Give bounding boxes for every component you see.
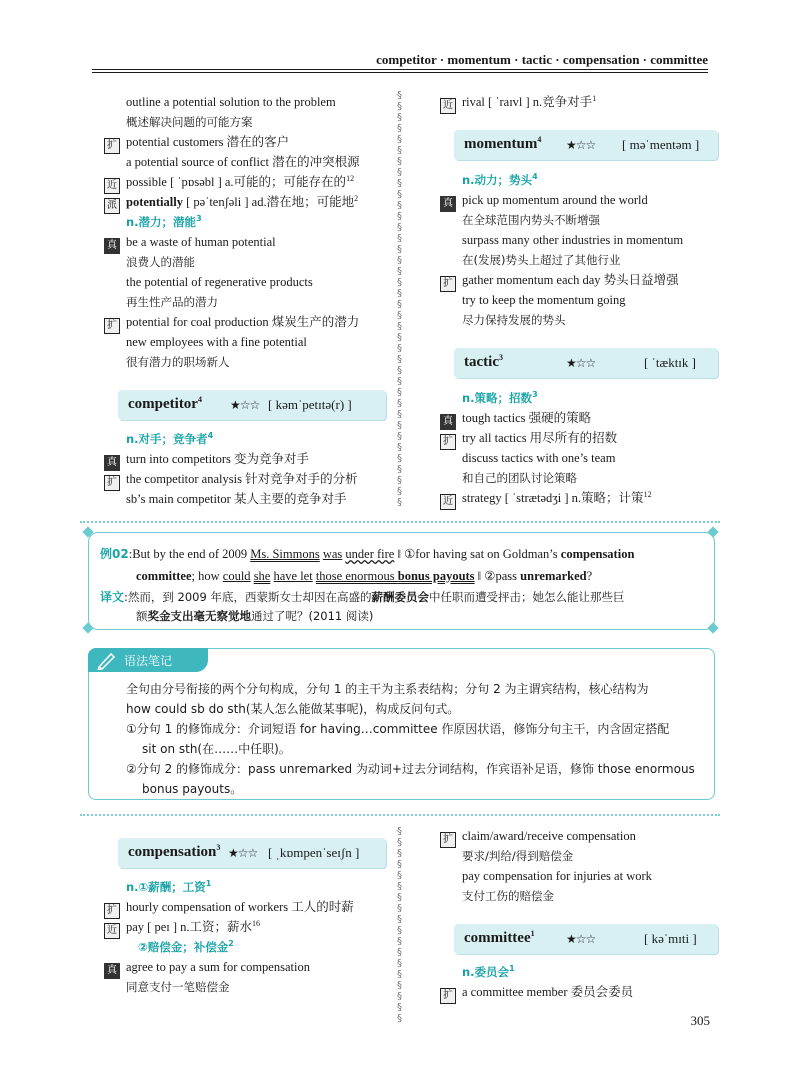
entry-line: 真 agree to pay a sum for compensation [104, 957, 394, 977]
entry-line: 近 rival [ ˈraɪvl ] n.竞争对手$^1$ [440, 92, 720, 112]
entry-line: new employees with a fine potential [126, 335, 307, 349]
phonetic: [ ˌkɒmpenˈseɪʃn ] [268, 845, 360, 860]
competitor-entries [104, 429, 394, 509]
headword: committee$^1$ [464, 929, 535, 946]
entry-pos: n.①薪酬；工资$^1$ [126, 879, 212, 894]
header-rule-thin [92, 72, 708, 73]
entry-line: 真 tough tactics 强硬的策略 [440, 408, 720, 428]
page-header-title: competitor · momentum · tactic · compensation · committee [376, 52, 708, 67]
entry-line: 近 strategy [ ˈstrætədʒi ] n.策略；计策$^{12}$ [440, 488, 720, 508]
entry-pos: n.动力；势头$^4$ [462, 172, 538, 187]
tag-kuo-icon: 扩 [104, 318, 120, 334]
headword: competitor$^4$ [128, 395, 202, 412]
headword-box-momentum [454, 130, 718, 160]
entry-line: 真 be a waste of human potential [104, 232, 394, 252]
tag-kuo-icon: 扩 [440, 832, 456, 848]
headword: momentum$^4$ [464, 135, 542, 152]
header-rule [92, 69, 708, 70]
tag-jin-icon: 近 [440, 494, 456, 510]
translation-line-2: 额奖金支出毫无察觉地通过了呢？(2011 阅读) [136, 609, 374, 623]
entry-pos: n.潜力；潜能$^3$ [126, 214, 202, 229]
tag-kuo-icon: 扩 [440, 988, 456, 1004]
entry-line: try to keep the momentum going [462, 293, 626, 307]
tag-kuo-icon: 扩 [440, 434, 456, 450]
section-separator [80, 814, 720, 816]
phonetic: [ ˈtæktɪk ] [644, 355, 696, 370]
entry-line: 扩 hourly compensation of workers 工人的时薪 [104, 897, 394, 917]
headword-box-committee [454, 924, 718, 954]
entry-line: 扩 potential customers 潜在的客户 [104, 132, 394, 152]
headword-box-tactic [454, 348, 718, 378]
grammar-note-header [88, 648, 208, 672]
entry-line: 概述解决问题的可能方案 [126, 115, 253, 129]
entry-pos: n.委员会$^1$ [462, 964, 515, 979]
entry-pos: ②赔偿金；补偿金$^2$ [138, 939, 234, 954]
phonetic: [ məˈmentəm ] [622, 137, 700, 152]
entry-line: 在(发展)势头上超过了其他行业 [462, 253, 621, 267]
tactic-entries [440, 388, 720, 508]
entry-line: 扩 the competitor analysis 针对竞争对手的分析 [104, 469, 394, 489]
entry-line: 很有潜力的职场新人 [126, 355, 230, 369]
entry-line: 真 turn into competitors 变为竞争对手 [104, 449, 394, 469]
star-rating-icon: ★☆☆ [566, 932, 596, 946]
star-rating-icon: ★☆☆ [566, 356, 596, 370]
phonetic: [ kəˈmɪti ] [644, 931, 697, 946]
tag-kuo-icon: 扩 [104, 475, 120, 491]
headword: tactic$^3$ [464, 353, 503, 370]
entry-line: outline a potential solution to the problem [126, 95, 336, 109]
note-line: 全句由分号衔接的两个分句构成，分句 1 的主干为主系表结构；分句 2 为主谓宾结构，核心结构为 [126, 682, 649, 696]
tag-pai-icon: 派 [104, 198, 120, 214]
entry-line: surpass many other industries in momentum [462, 233, 684, 247]
note-line: ②分句 2 的修饰成分：pass unremarked 为动词+过去分词结构，作宾语补足语，修饰 those enormous [126, 762, 695, 776]
pen-icon [96, 650, 118, 670]
entry-line: 扩 claim/award/receive compensation [440, 826, 720, 846]
headword-box-compensation [118, 838, 386, 868]
note-line: bonus payouts。 [142, 782, 243, 796]
entry-line: 同意支付一笔赔偿金 [126, 980, 230, 994]
entry-line: 浪费人的潜能 [126, 255, 195, 269]
tag-kuo-icon: 扩 [104, 903, 120, 919]
tag-kuo-icon: 扩 [104, 138, 120, 154]
entry-line: sb’s main competitor 某人主要的竞争对手 [126, 492, 347, 506]
entry-line: a potential source of conflict 潜在的冲突根源 [126, 155, 360, 169]
tag-zhen-icon: 真 [104, 963, 120, 979]
entry-line: 和自己的团队讨论策略 [462, 471, 577, 485]
column-divider-top: § § § § § § § § § § § § § § § § § § § § § § § § § § § § § § § § § § § § § § [397, 90, 402, 508]
entry-line: 尽力保持发展的势头 [462, 313, 566, 327]
tag-jin-icon: 近 [104, 923, 120, 939]
column-divider-bottom: § § § § § § § § § § § § § § § § § § [397, 826, 402, 1024]
example-line-1: 例02:But by the end of 2009 Ms. Simmons was under fire ‖ ①for having sat on Goldman’s compensation [100, 547, 635, 561]
example-label: 例02 [100, 547, 129, 561]
entry-line: 扩 try all tactics 用尽所有的招数 [440, 428, 720, 448]
tag-zhen-icon: 真 [104, 455, 120, 471]
star-rating-icon: ★☆☆ [228, 846, 258, 860]
note-line: sit on sth(在……中任职)。 [142, 742, 291, 756]
translation-line-1: 译文:然而，到 2009 年底，西蒙斯女士却因在高盛的薪酬委员会中任职而遭受抨击；她怎么能让那些巨 [100, 590, 625, 604]
right-column-bottom [440, 826, 720, 906]
entry-line: 近 possible [ ˈpɒsəbl ] a.可能的；可能存在的$^{12}$ [104, 172, 394, 192]
entry-pos: n.策略；招数$^3$ [462, 390, 538, 405]
entry-line: 扩 a committee member 委员会委员 [440, 982, 720, 1002]
entry-line: the potential of regenerative products [126, 275, 313, 289]
section-separator [80, 521, 720, 523]
tag-zhen-icon: 真 [440, 414, 456, 430]
entry-line: 扩 potential for coal production 煤炭生产的潜力 [104, 312, 394, 332]
right-column-rival [440, 92, 720, 112]
entry-line: discuss tactics with one’s team [462, 451, 616, 465]
headword: compensation$^3$ [128, 843, 221, 860]
tag-jin-icon: 近 [440, 98, 456, 114]
headword-box-competitor [118, 390, 386, 420]
page-number: 305 [690, 1013, 710, 1028]
note-line: how could sb do sth(某人怎么能做某事呢)，构成反问句式。 [126, 702, 460, 716]
entry-line: 支付工伤的赔偿金 [462, 889, 554, 903]
entry-line: 再生性产品的潜力 [126, 295, 218, 309]
entry-line: pay compensation for injuries at work [462, 869, 652, 883]
compensation-entries [104, 877, 394, 997]
entry-line: 要求/判给/得到赔偿金 [462, 849, 574, 863]
example-line-2: committee; how could she have let those enormous bonus payouts ‖ ②pass unremarked? [136, 569, 593, 583]
entry-pos: n.对手；竞争者$^4$ [126, 431, 214, 446]
entry-line: 派 potentially [ pəˈtenʃəli ] ad.潜在地；可能地$^2$ [104, 192, 394, 212]
entry-line: 近 pay [ peɪ ] n.工资；薪水$^{16}$ [104, 917, 394, 937]
grammar-note-title: 语法笔记 [124, 654, 173, 668]
momentum-entries [440, 170, 720, 330]
tag-jin-icon: 近 [104, 178, 120, 194]
star-rating-icon: ★☆☆ [566, 138, 596, 152]
left-column-top [104, 92, 394, 372]
entry-line: 真 pick up momentum around the world [440, 190, 720, 210]
phonetic: [ kəmˈpetɪtə(r) ] [268, 397, 352, 412]
tag-zhen-icon: 真 [440, 196, 456, 212]
tag-zhen-icon: 真 [104, 238, 120, 254]
tag-kuo-icon: 扩 [440, 276, 456, 292]
entry-line: 在全球范围内势头不断增强 [462, 213, 600, 227]
committee-entries [440, 962, 720, 1002]
translation-label: 译文 [100, 590, 125, 604]
entry-line: 扩 gather momentum each day 势头日益增强 [440, 270, 720, 290]
star-rating-icon: ★☆☆ [230, 398, 260, 412]
note-line: ①分句 1 的修饰成分：介词短语 for having…committee 作原因状语，修饰分句主干，内含固定搭配 [126, 722, 670, 736]
